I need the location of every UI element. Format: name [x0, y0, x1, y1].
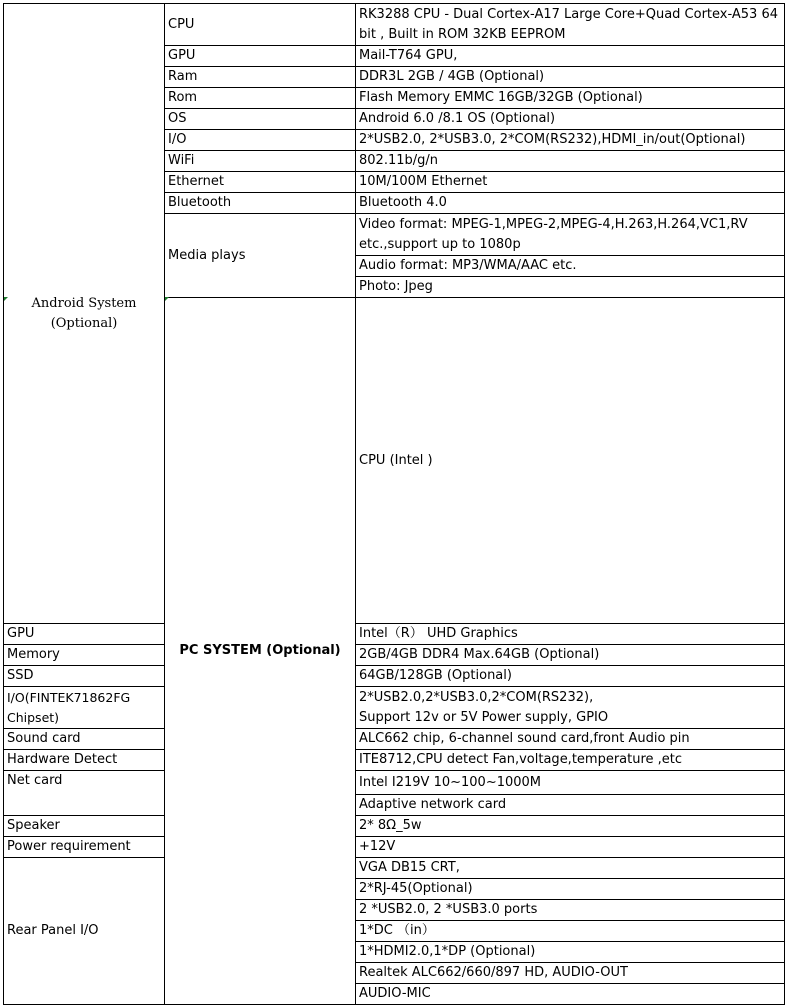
- pc-gpu-value: Intel（R） UHD Graphics: [356, 624, 785, 645]
- pc-speaker-value: 2* 8Ω_5w: [356, 816, 785, 837]
- android-wifi-label: WiFi: [165, 151, 356, 172]
- android-section-label: [4, 4, 165, 624]
- android-rom-value: Flash Memory EMMC 16GB/32GB (Optional): [356, 88, 785, 109]
- pc-power-row: [4, 837, 785, 858]
- pc-rear-row: [4, 858, 785, 879]
- android-cpu-label: CPU: [165, 4, 356, 46]
- pc-io-label: I/O(FINTEK71862FG Chipset): [4, 687, 165, 729]
- android-bluetooth-value: Bluetooth 4.0: [356, 193, 785, 214]
- pc-ssd-value: 64GB/128GB (Optional): [356, 666, 785, 687]
- pc-rear-item: 1*HDMI2.0,1*DP (Optional): [356, 942, 785, 963]
- pc-rear-label: Rear Panel I/O: [4, 858, 165, 1005]
- android-ram-value: DDR3L 2GB / 4GB (Optional): [356, 67, 785, 88]
- pc-net-value2: Adaptive network card: [356, 795, 785, 816]
- android-cpu-value-line2: bit , Built in ROM 32KB EEPROM: [359, 26, 566, 42]
- pc-rear-item: Realtek ALC662/660/897 HD, AUDIO-OUT: [356, 963, 785, 984]
- pc-net-label: Net card: [4, 771, 165, 816]
- pc-io-value-line2: Support 12v or 5V Power supply, GPIO: [359, 709, 609, 725]
- pc-sound-value: ALC662 chip, 6-channel sound card,front Audio pin: [356, 729, 785, 750]
- pc-net-value1: Intel I219V 10~100~1000M: [356, 771, 785, 795]
- pc-memory-value: 2GB/4GB DDR4 Max.64GB (Optional): [356, 645, 785, 666]
- pc-net-row: [4, 771, 785, 795]
- pc-sound-label: Sound card: [4, 729, 165, 750]
- pc-ssd-row: [4, 666, 785, 687]
- pc-memory-row: [4, 645, 785, 666]
- android-cpu-value-line1: RK3288 CPU - Dual Cortex-A17 Large Core+Quad Cortex-A53 64: [359, 6, 778, 22]
- android-gpu-value: Mail-T764 GPU,: [356, 46, 785, 67]
- android-media-label: Media plays: [165, 214, 356, 298]
- android-media-audio: Audio format: MP3/WMA/AAC etc.: [356, 256, 785, 277]
- pc-io-value: [356, 687, 785, 729]
- android-io-label: I/O: [165, 130, 356, 151]
- cell-marker: [165, 297, 169, 301]
- pc-rear-item: 2*RJ-45(Optional): [356, 879, 785, 900]
- android-wifi-value: 802.11b/g/n: [356, 151, 785, 172]
- pc-io-value-line1: 2*USB2.0,2*USB3.0,2*COM(RS232),: [359, 689, 594, 705]
- pc-power-label: Power requirement: [4, 837, 165, 858]
- android-ethernet-value: 10M/100M Ethernet: [356, 172, 785, 193]
- android-gpu-label: GPU: [165, 46, 356, 67]
- cell-marker: [4, 297, 8, 301]
- android-os-value: Android 6.0 /8.1 OS (Optional): [356, 109, 785, 130]
- android-section-title: Android System: [31, 295, 137, 311]
- android-section-subtitle: (Optional): [50, 315, 118, 331]
- pc-ssd-label: SSD: [4, 666, 165, 687]
- pc-io-row: [4, 687, 785, 729]
- pc-speaker-row: [4, 816, 785, 837]
- pc-gpu-row: [4, 624, 785, 645]
- pc-cpu-label: CPU (Intel ): [356, 298, 785, 624]
- pc-rear-item: AUDIO-MIC: [356, 984, 785, 1005]
- android-ethernet-label: Ethernet: [165, 172, 356, 193]
- pc-memory-label: Memory: [4, 645, 165, 666]
- android-cpu-value: [356, 4, 785, 46]
- pc-power-value: +12V: [356, 837, 785, 858]
- pc-rear-item: VGA DB15 CRT,: [356, 858, 785, 879]
- pc-gpu-label: GPU: [4, 624, 165, 645]
- android-rom-label: Rom: [165, 88, 356, 109]
- android-media-video: [356, 214, 785, 256]
- pc-hardware-label: Hardware Detect: [4, 750, 165, 771]
- pc-hardware-value: ITE8712,CPU detect Fan,voltage,temperature ,etc: [356, 750, 785, 771]
- android-media-video-line1: Video format: MPEG-1,MPEG-2,MPEG-4,H.263,H.264,VC1,RV: [359, 216, 748, 232]
- android-io-value: 2*USB2.0, 2*USB3.0, 2*COM(RS232),HDMI_in/out(Optional): [356, 130, 785, 151]
- android-ram-label: Ram: [165, 67, 356, 88]
- spec-table: [3, 3, 785, 1005]
- pc-speaker-label: Speaker: [4, 816, 165, 837]
- android-os-label: OS: [165, 109, 356, 130]
- pc-section-label: PC SYSTEM (Optional): [165, 298, 356, 1005]
- android-cpu-row: [4, 4, 785, 46]
- pc-rear-item: 1*DC （in）: [356, 921, 785, 942]
- android-media-video-line2: etc.,support up to 1080p: [359, 236, 521, 252]
- android-media-photo: Photo: Jpeg: [356, 277, 785, 298]
- pc-rear-item: 2 *USB2.0, 2 *USB3.0 ports: [356, 900, 785, 921]
- android-bluetooth-label: Bluetooth: [165, 193, 356, 214]
- pc-hardware-row: [4, 750, 785, 771]
